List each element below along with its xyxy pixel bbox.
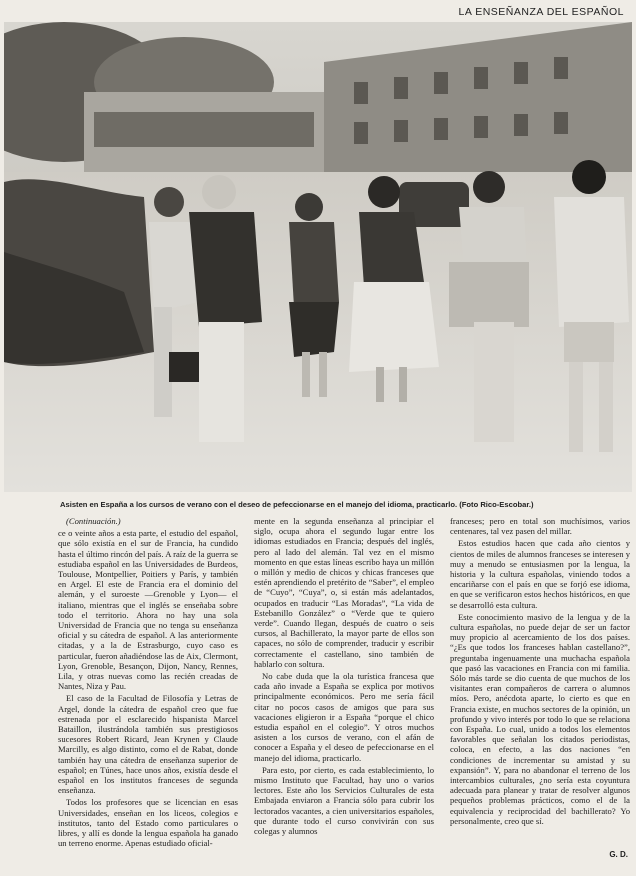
paragraph: ce o veinte años a esta parte, el estudio del español, que sólo existía en el sur de Francia, ha cundido hasta el último rincón del país. A raíz de la guerra se estudiaba español en las Universidades de Burdeos, Toulouse, Montpellier, Poitiers y París, y también en Argel. El este de Francia era el dominio del alemán, y el suroeste —Grenoble y Lyon— el italiano, mientras que el inglés se enseñaba sobre todo el territorio. Ahora no hay una sola Universidad de Francia que no tenga su enseñanza oficial y su cátedra de español. A las anteriormente citadas, y a la de Estrasburgo, cuyo caso es particular, fueron añadiéndose las de Aix, Clermont, Lyon, Grenoble, Besançon, Dijon, Nancy, Rennes, Lila, y otras nuevas como las recién creadas de Nantes, Niza y Pau.: [58, 528, 238, 692]
paragraph: El caso de la Facultad de Filosofía y Letras de Argel, donde la cátedra de español creo que fue estrenada por el esclarecido hispanista Marcel Bataillon, ilustrándola también sus prestigiosos sucesores Robert Ricard, Jean Krynen y Claude Marcilly, es algo distinto, como el de Rabat, donde también hay una cátedra de enseñanza superior de español; en Túnes, hace unos años, existía desde el español en los institutos franceses de segunda enseñanza.: [58, 693, 238, 796]
photograph-of-students-walking: [4, 22, 632, 492]
handbag: [169, 352, 199, 382]
building-windows: [94, 112, 314, 147]
photo-caption: Asisten en España a los cursos de verano con el deseo de pefeccionarse en el manejo del idioma, practicarlo. (Foto Rico-Escobar.): [60, 500, 534, 509]
paragraph: franceses; pero en total son muchísimos, varios centenares, tal vez pasen del millar.: [450, 516, 630, 537]
section-header: LA ENSEÑANZA DEL ESPAÑOL: [458, 6, 624, 18]
paragraph: Este conocimiento masivo de la lengua y de la cultura españolas, no puede dejar de ser un factor muy propicio al acercamiento de los dos países. “¿Es que todos los franceses hablan castellano?”, preguntaba ingenuamente una muchacha española que pasó las vacaciones en Francia con mi familia. Sólo más tarde se dio cuenta de que muchos de los visitantes eran compañeros de carrera o alumnos míos. Pero, anécdota aparte, lo cierto es que en Francia existe, en muchos sectores de la opinión, un profundo y vivo interés por todo lo que se relaciona con España. Lo cual, unido a todos los elementos favorables que señalan los citados periodistas, coloca, en efecto, a las dos naciones “en condiciones de incrementar su amistad y su expansión”. Y, para no abandonar el terreno de los intercambios culturales, ¿no sería esta coyuntura adecuada para planear y tratar de resolver algunos pequeños problemas prácticos, como el de la equivalencia y reciprocidad del bachillerato? Yo personalmente, creo que sí.: [450, 611, 630, 826]
paragraph: Todos los profesores que se licencian en esas Universidades, enseñan en los liceos, colegios e institutos, tanto del Estado como particulares o libres, y allí es donde la lengua española ha ganado un terreno enorme. Apenas estudiado oficial-: [58, 797, 238, 849]
paragraph: No cabe duda que la ola turística francesa que cada año invade a España se explica por motivos principalmente económicos. Pero me sería fácil citar no pocos casos de amigos que para sus vacaciones eligieron ir a España “porque el chico estudia español en el colegio”. Y otros muchos asisten a los cursos de verano, con el afán de conocer a España y el deseo de pefeccionarse en el manejo del idioma, practicarlo.: [254, 671, 434, 763]
article-photo: [4, 22, 632, 492]
basket: [449, 262, 529, 327]
paragraph: mente en la segunda enseñanza al principiar el siglo, ocupa ahora el segundo lugar entre los idiomas estudiados en Francia; después del inglés, pero al lado del alemán. Tal vez en el mismo momento en que estas líneas escribo haya un millón o millón y medio de chicos y chicas franceses que estén aprendiendo el pretérito de “Saber”, el empleo de “Cuyo”, “Cuya”, o, si están más adelantados, ocupados en traducir “Las Moradas”, “La vida de Estebanillo González” o “Verde que te quiero verde”. Cuando llegan, después de cuatro o seis cursos, al Bachillerato, la mayor parte de ellos son capaces, no sólo de comprender, traducir y escribir correctamente el castellano, sino también de hablarlo con soltura.: [254, 516, 434, 669]
continuation-label: (Continuación.): [66, 516, 121, 526]
paragraph: Para esto, por cierto, es cada establecimiento, lo mismo Instituto que Facultad, hay uno o varios lectores. Este año los Servicios Culturales de esta Embajada enviaron a Francia sólo para cubrir los lectorados vacantes, a cien universitarios españoles, que durante todo el curso convivirán con sus colegas y alumnos: [254, 764, 434, 837]
author-signature: G. D.: [609, 850, 628, 859]
article-column-2: [254, 516, 434, 872]
article-column-3: [450, 516, 630, 872]
paragraph: Estos estudios hacen que cada año cientos y cientos de miles de alumnos franceses se interesen y muy a menudo se entusiasmen por la lengua, la historia y la cultura españolas, viniendo todos a encariñarse con el país en que se forjó ese idioma, en que se verificaron estos hechos históricos, en que se desarrolló esta cultura.: [450, 538, 630, 610]
article-column-1: [58, 516, 238, 872]
article-body: [58, 516, 634, 872]
